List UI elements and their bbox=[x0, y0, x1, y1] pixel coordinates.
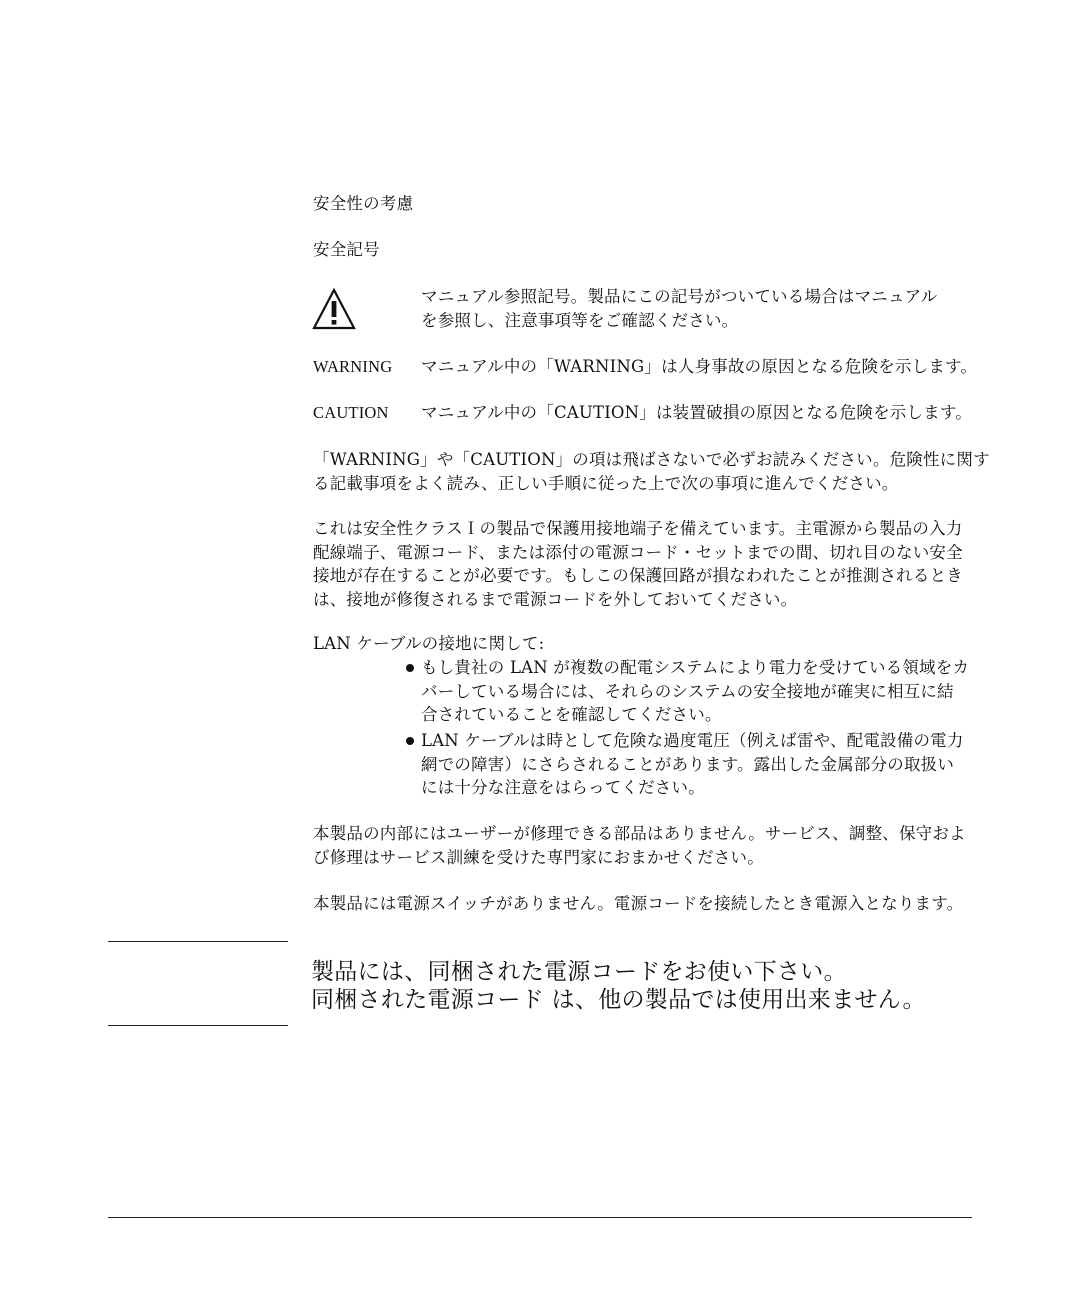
caution-label: CAUTION bbox=[313, 403, 389, 422]
power-cord-line: 製品には、同梱された電源コードをお使い下さい。 bbox=[311, 959, 847, 985]
service-line: 本製品の内部にはユーザーが修理できる部品はありません。サービス、調整、保守およ bbox=[313, 824, 966, 843]
lan-heading: LAN ケーブルの接地に関して: bbox=[313, 634, 545, 653]
symbols-title: 安全記号 bbox=[313, 240, 380, 259]
bullet-icon bbox=[406, 664, 414, 672]
lan-bullet-line: には十分な注意をはらってください。 bbox=[421, 778, 705, 797]
grounding-line: 配線端子、電源コード、または添付の電源コード・セットまでの間、切れ目のない安全 bbox=[313, 542, 963, 562]
manual-symbol-description bbox=[421, 285, 937, 332]
lan-bullet-line: バーしている場合には、それらのシステムの安全接地が確実に相互に結 bbox=[421, 681, 954, 701]
notice-line: 「WARNING」や「CAUTION」の項は飛ばさないで必ずお読みください。危険性に関す bbox=[313, 450, 990, 469]
grounding-line: 接地が存在することが必要です。もしこの保護回路が損なわれたことが推測されるとき bbox=[313, 566, 963, 585]
manual-symbol-line: マニュアル参照記号。製品にこの記号がついている場合はマニュアル bbox=[421, 287, 938, 306]
lan-bullet-line: 網での障害）にさらされることがあります。露出した金属部分の取扱い bbox=[421, 754, 955, 774]
power-cord-line: 同梱された電源コード は、他の製品では使用出来ません。 bbox=[311, 987, 926, 1013]
notice-bottom-rule bbox=[108, 1025, 288, 1026]
bullet-icon bbox=[406, 737, 414, 745]
grounding-paragraph bbox=[313, 517, 963, 611]
manual-symbol-line: を参照し、注意事項等をご確認ください。 bbox=[421, 310, 739, 330]
warning-label: WARNING bbox=[313, 357, 393, 376]
lan-bullet-item bbox=[406, 729, 966, 801]
power-cord-notice bbox=[311, 958, 926, 1014]
lan-bullet-line: 合されていることを確認してください。 bbox=[421, 705, 722, 724]
section-title: 安全性の考慮 bbox=[313, 194, 414, 213]
service-line: び修理はサービス訓練を受けた専門家におまかせください。 bbox=[313, 847, 764, 867]
lan-bullet-item bbox=[406, 656, 970, 728]
warning-description: マニュアル中の「WARNING」は人身事故の原因となる危険を示します。 bbox=[421, 357, 978, 376]
notice-paragraph bbox=[313, 448, 990, 495]
lan-bullet-line: もし貴社の LAN が複数の配電システムにより電力を受けている領域をカ bbox=[421, 658, 970, 677]
caution-description: マニュアル中の「CAUTION」は装置破損の原因となる危険を示します。 bbox=[421, 403, 972, 422]
lan-bullet-line: LAN ケーブルは時として危険な過度電圧（例えば雷や、配電設備の電力 bbox=[421, 731, 964, 750]
grounding-line: は、接地が修復されるまで電源コードを外しておいてください。 bbox=[313, 589, 798, 609]
footer-rule bbox=[108, 1217, 972, 1218]
service-paragraph bbox=[313, 822, 966, 869]
notice-top-rule bbox=[108, 941, 288, 942]
notice-line: る記載事項をよく読み、正しい手順に従った上で次の事項に進んでください。 bbox=[313, 473, 899, 493]
power-switch-paragraph: 本製品には電源スイッチがありません。電源コードを接続したとき電源入となります。 bbox=[313, 894, 964, 913]
warning-triangle-icon bbox=[312, 288, 356, 330]
grounding-line: これは安全性クラスＩの製品で保護用接地端子を備えています。主電源から製品の入力 bbox=[313, 519, 963, 538]
